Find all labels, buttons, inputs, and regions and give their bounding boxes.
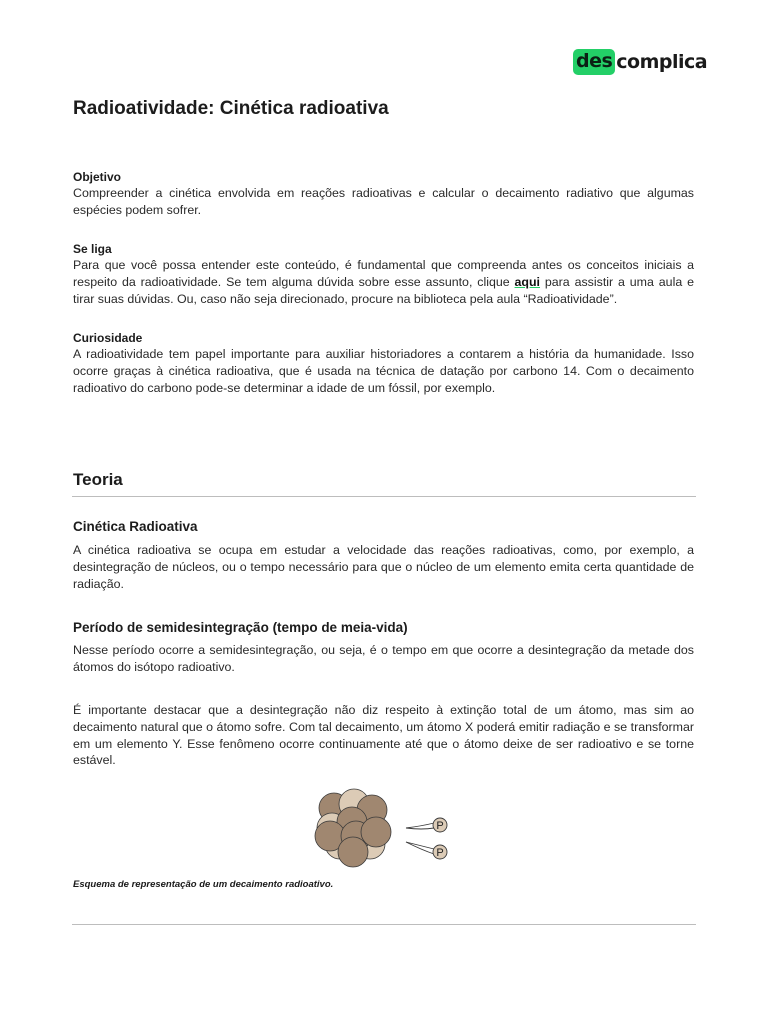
se-liga-text-after: para assistir a uma aula e tirar suas dúvidas. Ou, caso não seja direcionado, procure na biblioteca pela aula “Radioatividade”. (73, 274, 694, 306)
emission-trail-bottom (406, 842, 434, 854)
logo-badge: des (573, 49, 615, 75)
emission-trail-top (406, 823, 434, 829)
nucleus (315, 789, 391, 867)
nucleon (338, 837, 368, 867)
objetivo-label: Objetivo (73, 170, 122, 184)
curiosidade-text: A radioatividade tem papel importante para auxiliar historiadores a contarem a história da humanidade. Isso ocorre graças à cinética radioativa, que é usada na técnica de datação por carbono 14. Com o decaimento radioativo do carbono pode-se determinar a idade de um fóssil, por exemplo. (73, 347, 694, 395)
particle-top (433, 818, 447, 832)
logo-text: complica (616, 51, 708, 73)
cinetica-text: A cinética radioativa se ocupa em estudar a velocidade das reações radioativas, como, por exemplo, a desintegração de núcleos, ou o tempo necessário para que o núcleo de um elemento emita certa quantidade de radiação. (73, 543, 694, 591)
page-title: Radioatividade: Cinética radioativa (73, 98, 389, 119)
figure-caption: Esquema de representação de um decaimento radioativo. (73, 879, 334, 890)
particle-bottom (433, 845, 447, 859)
particle-bottom-label: P (436, 847, 444, 859)
aqui-link[interactable]: aqui (514, 274, 541, 289)
objetivo-text: Compreender a cinética envolvida em reações radioativas e calcular o decaimento radiativo que algumas espécies podem sofrer. (73, 186, 694, 217)
descomplica-logo (573, 47, 707, 77)
se-liga-text-before: Para que você possa entender este conteúdo, é fundamental que compreenda antes os conceitos iniciais a respeito da radioatividade. Se tem alguma dúvida sobre esse assunto, clique (73, 258, 694, 289)
periodo-text-1: Nesse período ocorre a semidesintegração, ou seja, é o tempo em que ocorre a desintegração da metade dos átomos do isótopo radioativo. (73, 643, 694, 674)
curiosidade-label: Curiosidade (73, 331, 143, 345)
bottom-divider (72, 924, 696, 925)
se-liga-text (73, 257, 694, 307)
periodo-text-2: É importante destacar que a desintegração não diz respeito à extinção total de um átomo, mas sim ao decaimento natural que o átomo sofre. Com tal decaimento, um átomo X poderá emitir radiação e se transformar em um elemento Y. Esse fenômeno ocorre continuamente até que o átomo deixe de ser radioativo e se torne estável. (73, 703, 694, 768)
decay-diagram (300, 786, 470, 870)
particle-top-label: P (436, 820, 444, 832)
teoria-divider (72, 496, 696, 497)
se-liga-label: Se liga (73, 242, 112, 256)
cinetica-heading: Cinética Radioativa (73, 519, 198, 534)
teoria-heading: Teoria (73, 470, 123, 489)
nucleon (361, 817, 391, 847)
periodo-heading: Período de semidesintegração (tempo de meia-vida) (73, 620, 408, 635)
